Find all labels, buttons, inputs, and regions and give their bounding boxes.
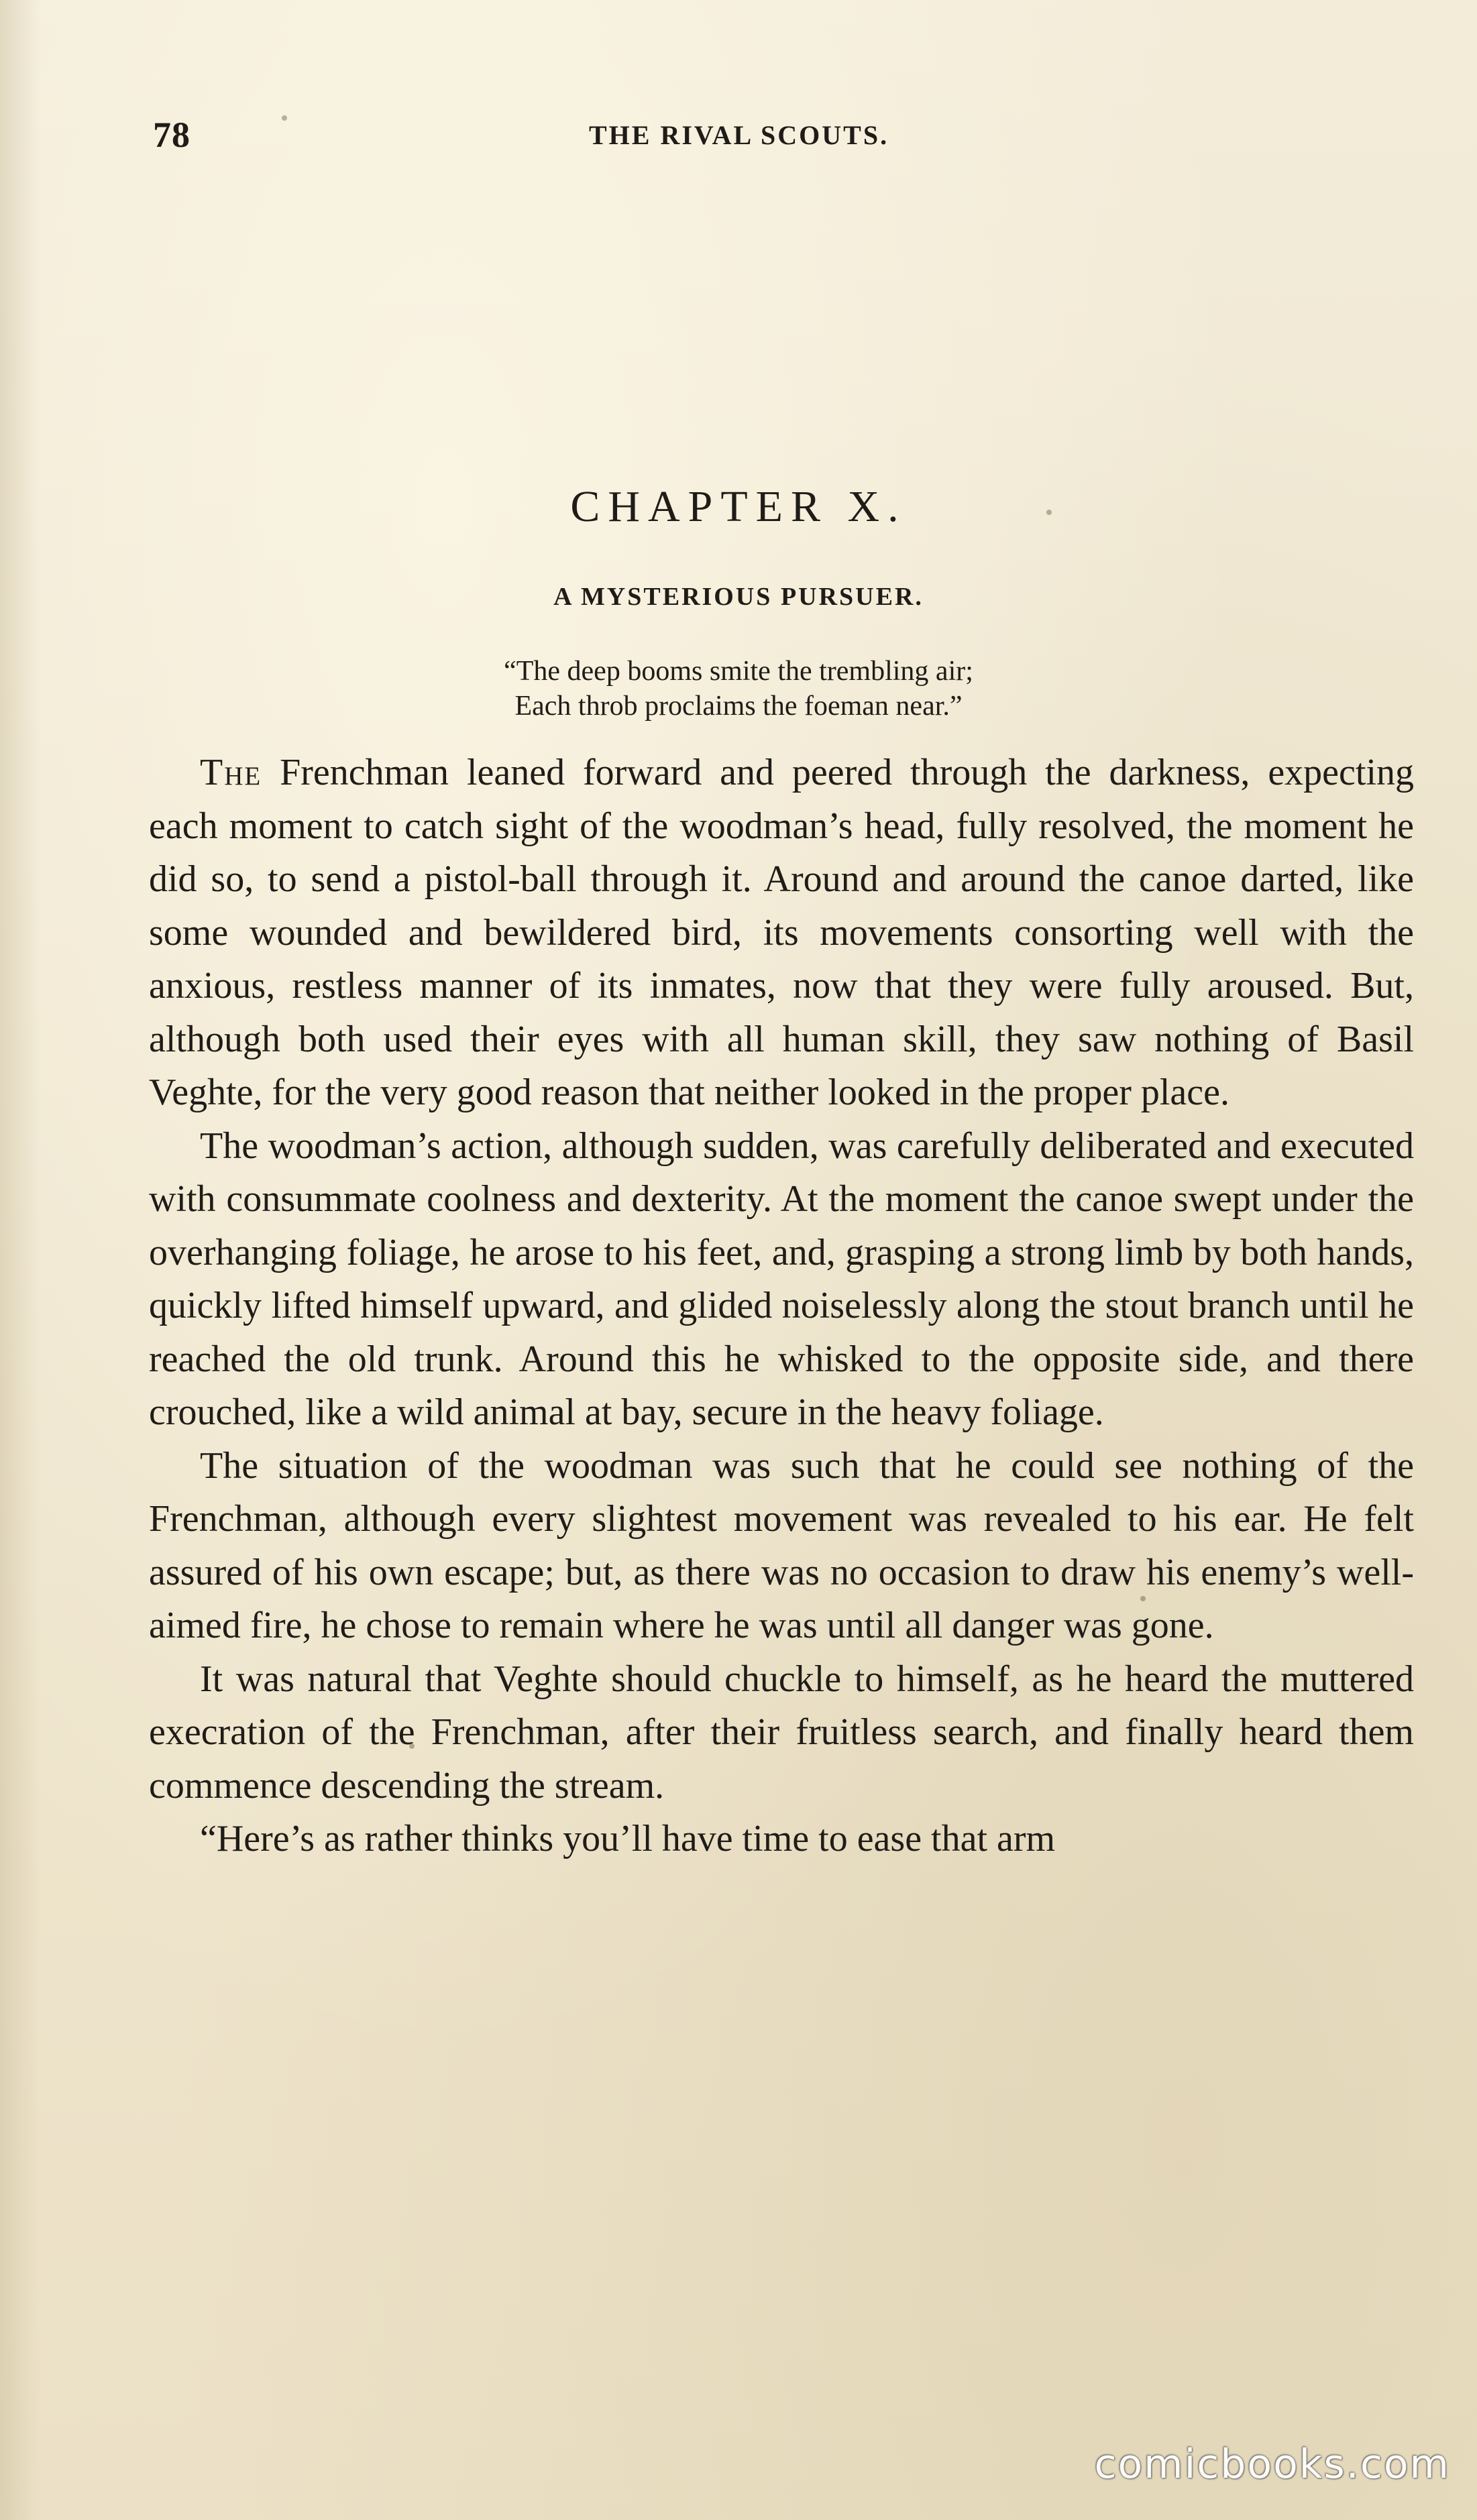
page-edge-shadow — [0, 0, 40, 2520]
chapter-subtitle: A MYSTERIOUS PURSUER. — [553, 583, 924, 611]
paragraph-1-text: Frenchman leaned forward and peered through the darkness, expecting each moment to catch sight of the woodman’s head, fully resolved, the moment he did so, to send a pistol-ball through it. Around and around the canoe darted, like some wounded and bewildered bird, its movements consorting well with the anxious, restless manner of its inmates, now that they were fully aroused. But, although both used their eyes with all human skill, they saw nothing of Basil Veghte, for the very good reason that neither looked in the proper place. — [149, 752, 1414, 1113]
page-header — [153, 114, 1421, 161]
site-watermark: comicbooks.com — [1094, 2441, 1450, 2488]
paragraph-5: “Here’s as rather thinks you’ll have time to ease that arm — [200, 1818, 1056, 1859]
paragraph-lead-word: The — [200, 752, 262, 793]
epigraph-line-1: “The deep booms smite the trembling air; — [504, 656, 973, 687]
paragraph-1 — [149, 746, 1414, 1120]
paper-speck — [1046, 510, 1052, 515]
page-number: 78 — [153, 115, 190, 155]
running-head: THE RIVAL SCOUTS. — [589, 120, 889, 150]
paper-speck — [409, 1743, 415, 1749]
chapter-body — [149, 746, 1414, 1866]
paragraph-2: The woodman’s action, although sudden, was carefully deliberated and executed with consummate coolness and dexterity. At the moment the canoe swept under the overhanging foliage, he arose to his feet, and, grasping a strong limb by both hands, quickly lifted himself upward, and glided noiselessly along the stout branch until he reached the old trunk. Around this he whisked to the opposite side, and there crouched, like a wild animal at bay, secure in the heavy foliage. — [149, 1125, 1414, 1433]
epigraph — [0, 654, 1477, 724]
chapter-title: CHAPTER X. — [570, 482, 907, 531]
epigraph-line-2: Each throb proclaims the foeman near.” — [514, 691, 963, 722]
paper-speck — [282, 115, 287, 121]
paper-speck — [1140, 1596, 1146, 1601]
paragraph-4: It was natural that Veghte should chuckle to himself, as he heard the muttered execration of the Frenchman, after their fruitless search, and finally heard them commence descending the stream. — [149, 1658, 1414, 1807]
paragraph-3: The situation of the woodman was such that he could see nothing of the Frenchman, although every slightest movement was revealed to his ear. He felt assured of his own escape; but, as there was no occasion to draw his enemy’s well-aimed fire, he chose to remain where he was until all danger was gone. — [149, 1444, 1414, 1646]
